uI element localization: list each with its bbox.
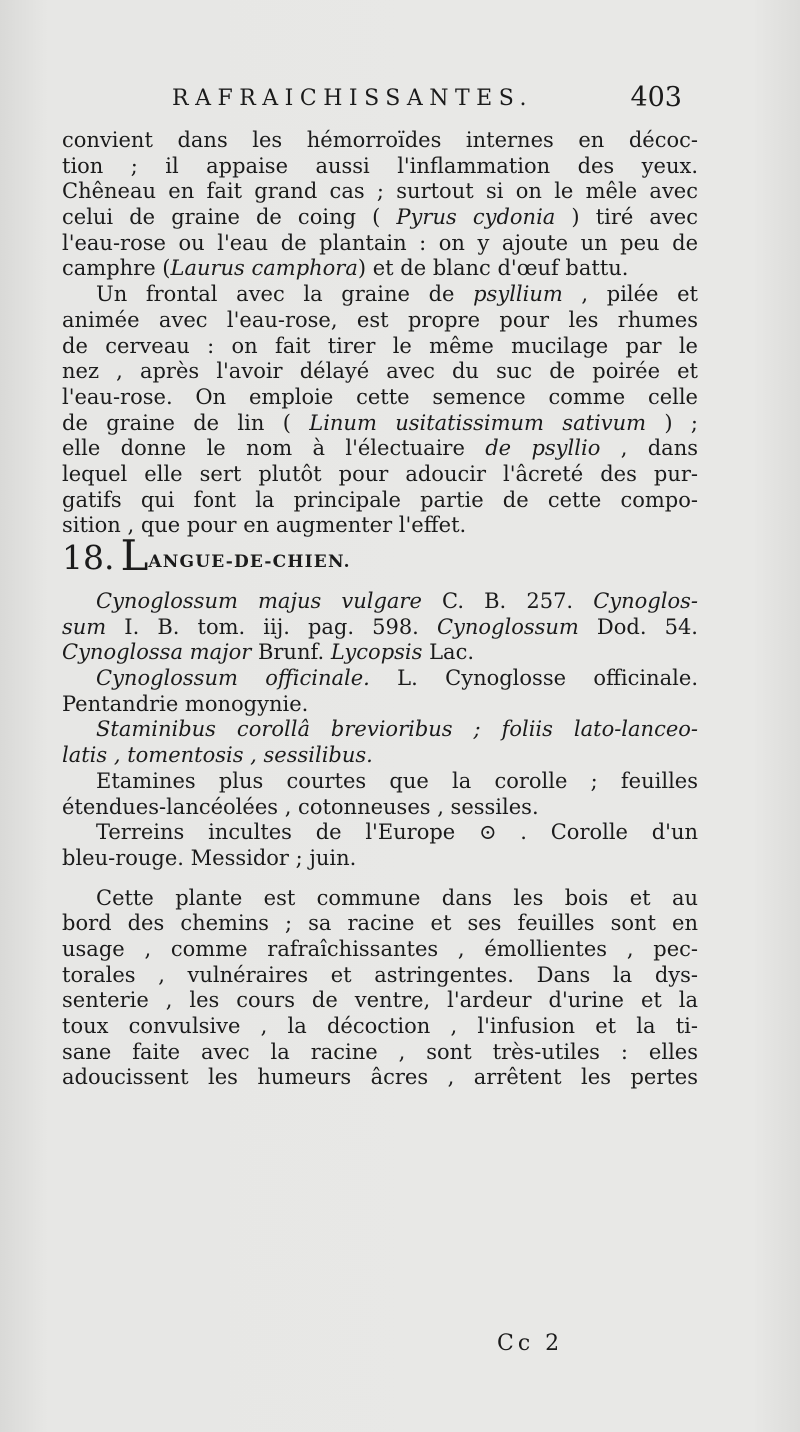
- text-line: Etamines plus courtes que la corolle ; feuilles: [96, 768, 698, 793]
- description-block: [62, 769, 698, 872]
- body-text: [62, 128, 698, 1091]
- text-line: sum I. B. tom. iij. pag. 598. Cynoglossum Dod. 54.: [62, 614, 698, 639]
- text-line: senterie , les cours de ventre, l'ardeur d'urine et la: [62, 988, 698, 1013]
- text-line: Cynoglossa major Brunf. Lycopsis Lac.: [62, 640, 474, 665]
- text-line: bleu-rouge. Messidor ; juin.: [62, 845, 357, 870]
- text-line: Staminibus corollâ brevioribus ; foliis lato-lanceo-: [96, 717, 698, 742]
- section-title: ANGUE-DE-CHIEN.: [148, 552, 351, 572]
- running-title: RAFRAICHISSANTES.: [172, 86, 533, 111]
- text-line: Pentandrie monogynie.: [62, 691, 309, 716]
- section-title-initial: L: [120, 531, 149, 580]
- text-line: tion ; il appaise aussi l'inflammation des yeux.: [62, 153, 698, 178]
- latin-name: Laurus camphora: [170, 256, 358, 281]
- text-line: Cynoglossum officinale. L. Cynoglosse officinale.: [96, 666, 698, 691]
- section-heading: [62, 531, 698, 589]
- paragraph-uses: [62, 886, 698, 1092]
- text-line: gatifs qui font la principale partie de cette compo-: [62, 487, 698, 512]
- latin-name: Pyrus cydonia: [396, 205, 556, 230]
- text-line: de cerveau : on fait tirer le même mucilage par le: [62, 333, 698, 358]
- page-header: [62, 82, 682, 120]
- text-line: Chêneau en fait grand cas ; surtout si on le mêle avec: [62, 179, 698, 204]
- text-line: lequel elle sert plutôt pour adoucir l'âcreté des pur-: [62, 461, 698, 486]
- text-line: de graine de lin ( Linum usitatissimum sativum ) ;: [62, 410, 699, 435]
- signature-mark: Cc 2: [497, 1331, 564, 1356]
- text-line: Cynoglossum majus vulgare C. B. 257. Cynoglos-: [96, 589, 698, 613]
- text-line: usage , comme rafraîchissantes , émollientes , pec-: [62, 936, 698, 961]
- text-line: latis , tomentosis , sessilibus.: [62, 743, 373, 768]
- text-line: camphre (Laurus camphora) et de blanc d'œuf battu.: [62, 256, 629, 281]
- latin-name: Linum usitatissimum sativum: [309, 410, 647, 435]
- text-line: adoucissent les humeurs âcres , arrêtent les pertes: [62, 1065, 698, 1090]
- text-line: toux convulsive , la décoction , l'infusion et la ti-: [62, 1014, 698, 1038]
- text-line: Cette plante est commune dans les bois et au: [96, 885, 698, 910]
- text-line: nez , après l'avoir délayé avec du suc de poirée et: [62, 359, 698, 384]
- synonyms-block: [62, 589, 698, 769]
- text-line: l'eau-rose. On emploie cette semence comme celle: [62, 384, 698, 409]
- text-line: l'eau-rose ou l'eau de plantain : on y ajoute un peu de: [62, 230, 698, 255]
- text-line: bord des chemins ; sa racine et ses feuilles sont en: [62, 911, 698, 936]
- paragraph-hemorrhoids: [62, 128, 698, 282]
- paragraph-psyllium: [62, 282, 698, 539]
- latin-name: psyllium: [473, 282, 563, 307]
- text-line: Terreins incultes de l'Europe ⊙ . Corolle d'un: [96, 820, 698, 845]
- text-line: étendues-lancéolées , cotonneuses , sessiles.: [62, 794, 539, 819]
- text-line: Un frontal avec la graine de psyllium , pilée et: [96, 282, 698, 307]
- page-number: 403: [630, 82, 682, 113]
- text-line: sane faite avec la racine , sont très-utiles : elles: [62, 1039, 698, 1064]
- text-line: convient dans les hémorroïdes internes en décoc-: [62, 128, 698, 152]
- text-line: sition , que pour en augmenter l'effet.: [62, 513, 467, 538]
- text-line: celui de graine de coing ( Pyrus cydonia ) tiré avec: [62, 205, 698, 230]
- text-line: elle donne le nom à l'électuaire de psyllio , dans: [62, 436, 698, 461]
- latin-name: de psyllio: [485, 436, 601, 461]
- text-line: animée avec l'eau-rose, est propre pour les rhumes: [62, 307, 698, 332]
- section-number: 18.: [62, 538, 115, 577]
- text-line: torales , vulnéraires et astringentes. Dans la dys-: [62, 962, 698, 987]
